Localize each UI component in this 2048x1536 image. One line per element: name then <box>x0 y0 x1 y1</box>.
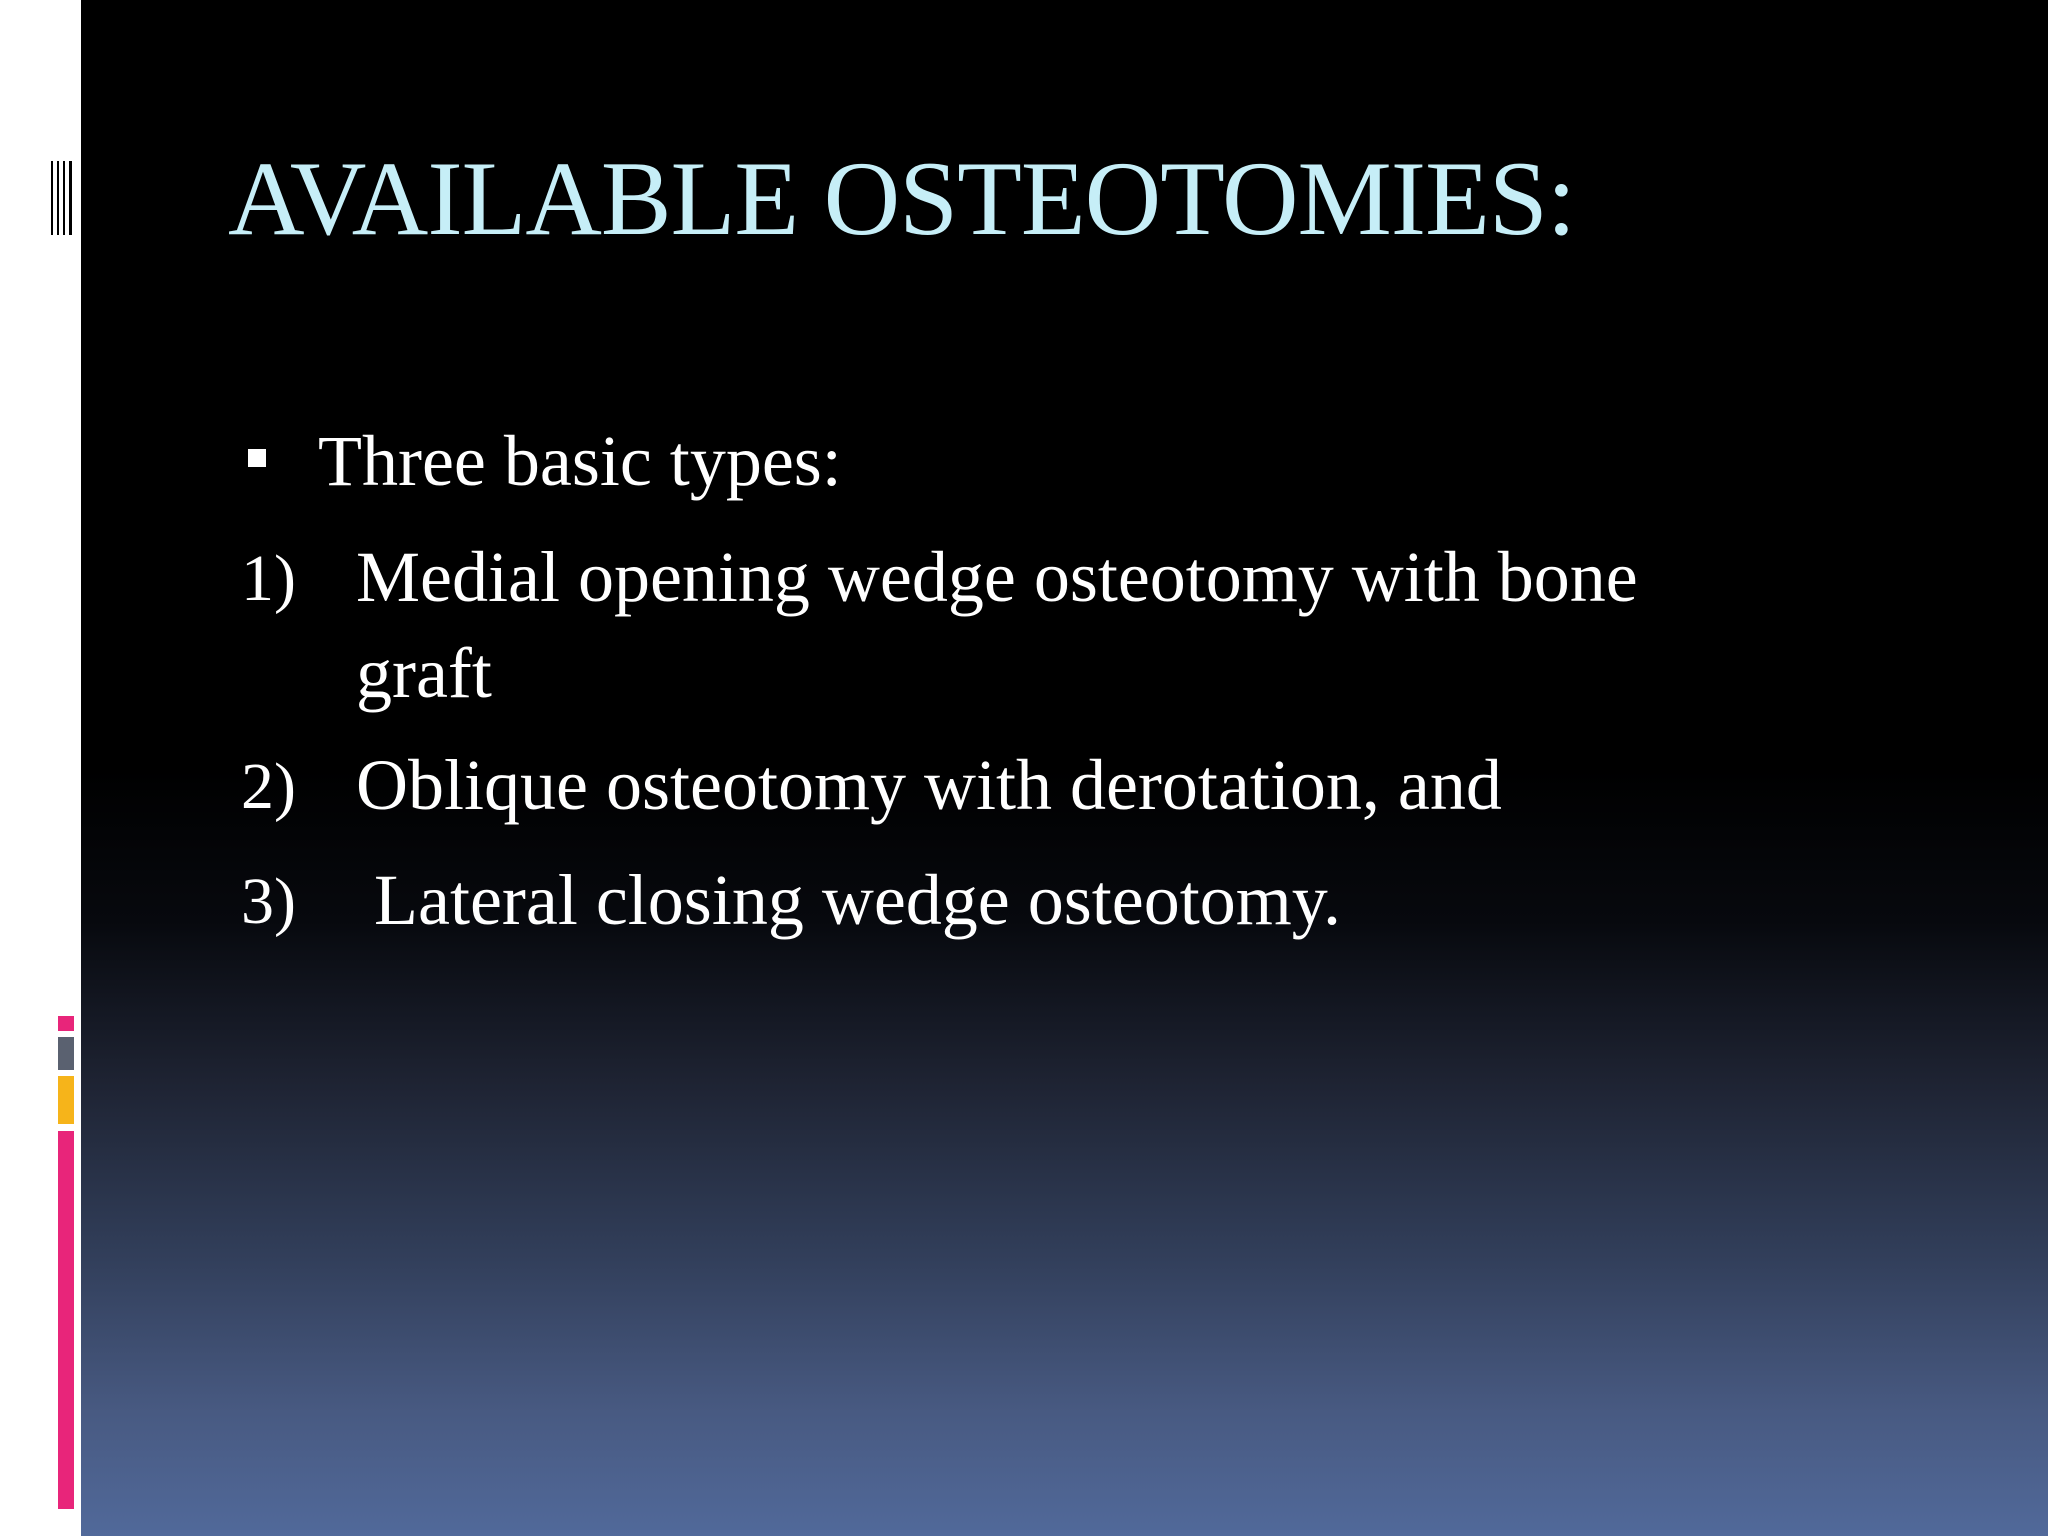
accent-bar-pink-top <box>58 1016 74 1031</box>
item-text-line: graft <box>356 633 492 713</box>
accent-bar-gold <box>58 1076 74 1124</box>
decorative-line <box>57 161 59 235</box>
accent-bar-pink <box>58 1131 74 1509</box>
item-number: 2) <box>241 750 296 823</box>
item-text-line: Lateral closing wedge osteotomy. <box>356 860 1342 940</box>
decorative-line <box>51 161 53 235</box>
slide-title: AVAILABLE OSTEOTOMIES: <box>228 140 1576 257</box>
square-bullet-icon <box>248 449 266 467</box>
item-text-line: Oblique osteotomy with derotation, and <box>356 745 1502 825</box>
bullet-text: Three basic types: <box>318 421 842 501</box>
decorative-line <box>69 161 72 235</box>
item-number: 3) <box>241 865 296 938</box>
accent-bar-gray <box>58 1037 74 1070</box>
decorative-line <box>63 161 65 235</box>
item-number: 1) <box>241 542 296 615</box>
item-text-line: Medial opening wedge osteotomy with bone <box>356 537 1638 617</box>
